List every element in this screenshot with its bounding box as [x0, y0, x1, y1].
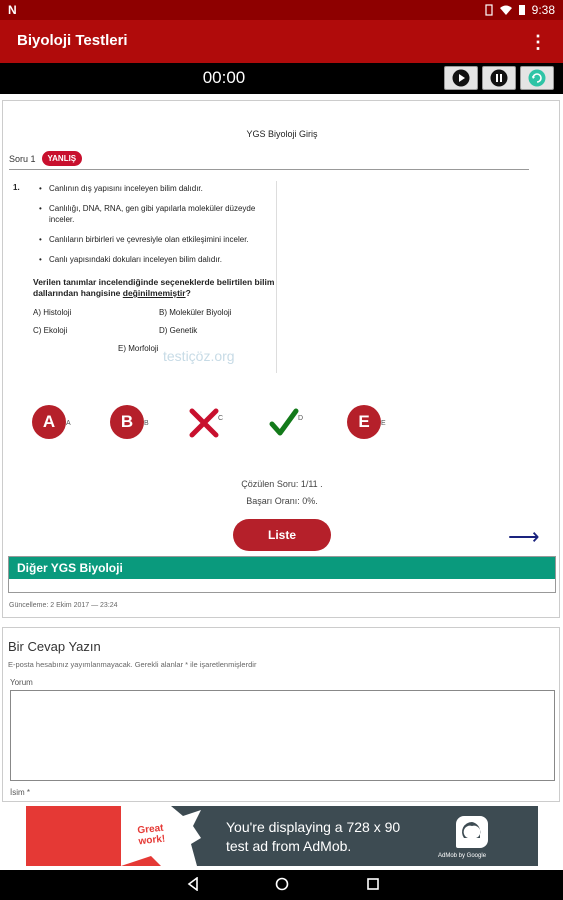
answer-e-circle: E: [347, 405, 381, 439]
app-title: Biyoloji Testleri: [17, 32, 128, 49]
question-card: [2, 100, 560, 618]
wifi-icon: [500, 4, 512, 16]
status-bar: [0, 0, 563, 20]
ad-content[interactable]: [26, 806, 538, 866]
divider: [9, 169, 529, 170]
vibrate-icon: [484, 4, 494, 16]
definition-item: • Canlılığı, DNA, RNA, gen gibi yapılarla moleküler düzeyde inceler.: [39, 203, 275, 225]
other-tests-section: [8, 556, 556, 593]
pause-icon: [490, 69, 508, 87]
ad-text: You're displaying a 728 x 90 test ad from AdMob.: [226, 819, 401, 854]
recents-icon[interactable]: [366, 877, 380, 891]
answer-a-button[interactable]: A A: [32, 401, 74, 443]
battery-icon: [518, 4, 526, 16]
ad-badge-text: Great work!: [136, 822, 166, 848]
success-rate: Başarı Oranı: 0%.: [246, 496, 318, 506]
test-title: YGS Biyoloji Giriş: [246, 129, 318, 139]
play-icon: [452, 69, 470, 87]
option-b-text: B) Moleküler Biyoloji: [159, 308, 232, 317]
question-image: [13, 181, 277, 373]
timer-text: 00:00: [202, 68, 246, 87]
wrong-x-icon: [188, 407, 220, 439]
definition-item: • Canlının dış yapısını inceleyen bilim dalıdır.: [39, 183, 275, 194]
overflow-menu-icon[interactable]: ⋮: [529, 32, 547, 52]
other-tests-link[interactable]: Diğer YGS Biyoloji: [9, 557, 555, 579]
answer-c-button[interactable]: C: [188, 401, 230, 443]
reply-title: Bir Cevap Yazın: [8, 639, 101, 654]
play-button[interactable]: [444, 66, 478, 90]
question-label: Soru 1: [9, 153, 36, 164]
check-icon: [268, 407, 300, 439]
notification-icon: N: [8, 3, 17, 17]
option-e-text: E) Morfoloji: [118, 344, 159, 353]
updated-timestamp: Güncelleme: 2 Ekim 2017 — 23:24: [9, 602, 118, 609]
definition-list: [39, 183, 275, 274]
option-a-text: A) Histoloji: [33, 308, 72, 317]
answer-b-button[interactable]: B B: [110, 401, 152, 443]
answer-b-circle: B: [110, 405, 144, 439]
option-c-text: C) Ekoloji: [33, 326, 68, 335]
admob-logo-icon: [456, 816, 488, 848]
name-label: İsim *: [10, 788, 30, 797]
question-number: 1.: [13, 183, 20, 192]
system-navigation-bar: [0, 870, 563, 900]
question-text: Verilen tanımlar incelendiğinde seçeneklerde belirtilen bilim dallarından hangisine değinilmemiştir?: [33, 277, 275, 298]
app-bar: [0, 20, 563, 63]
definition-item: • Canlıların birbirleri ve çevresiyle olan etkileşimini inceler.: [39, 234, 275, 245]
question-header: [9, 151, 82, 166]
home-icon[interactable]: [275, 877, 289, 891]
answer-d-button[interactable]: D: [268, 401, 310, 443]
ad-banner[interactable]: [0, 802, 563, 870]
option-d-text: D) Genetik: [159, 326, 198, 335]
reply-note: E-posta hesabınız yayımlanmayacak. Gerekli alanlar * ile işaretlenmişlerdir: [8, 660, 257, 669]
watermark-logo: testiçöz.org: [163, 348, 235, 364]
admob-label: AdMob by Google: [438, 853, 487, 859]
answer-e-button[interactable]: E E: [347, 401, 389, 443]
list-button[interactable]: Liste: [233, 519, 331, 551]
answer-a-circle: A: [32, 405, 66, 439]
comment-label: Yorum: [10, 678, 33, 687]
question-underlined: değinilmemiştir: [122, 288, 186, 298]
clock-text: 9:38: [531, 3, 555, 17]
solved-count: Çözülen Soru: 1/11 .: [241, 479, 323, 489]
reply-card: [2, 627, 560, 802]
pause-button[interactable]: [482, 66, 516, 90]
status-badge: YANLIŞ: [42, 151, 83, 166]
refresh-button[interactable]: [520, 66, 554, 90]
refresh-icon: [528, 69, 546, 87]
comment-textarea[interactable]: [10, 690, 555, 781]
next-arrow-icon[interactable]: ⟶: [508, 524, 540, 549]
timer-bar: [0, 63, 563, 94]
definition-item: • Canlı yapısındaki dokuları inceleyen bilim dalıdır.: [39, 254, 275, 265]
back-icon[interactable]: [186, 877, 200, 891]
